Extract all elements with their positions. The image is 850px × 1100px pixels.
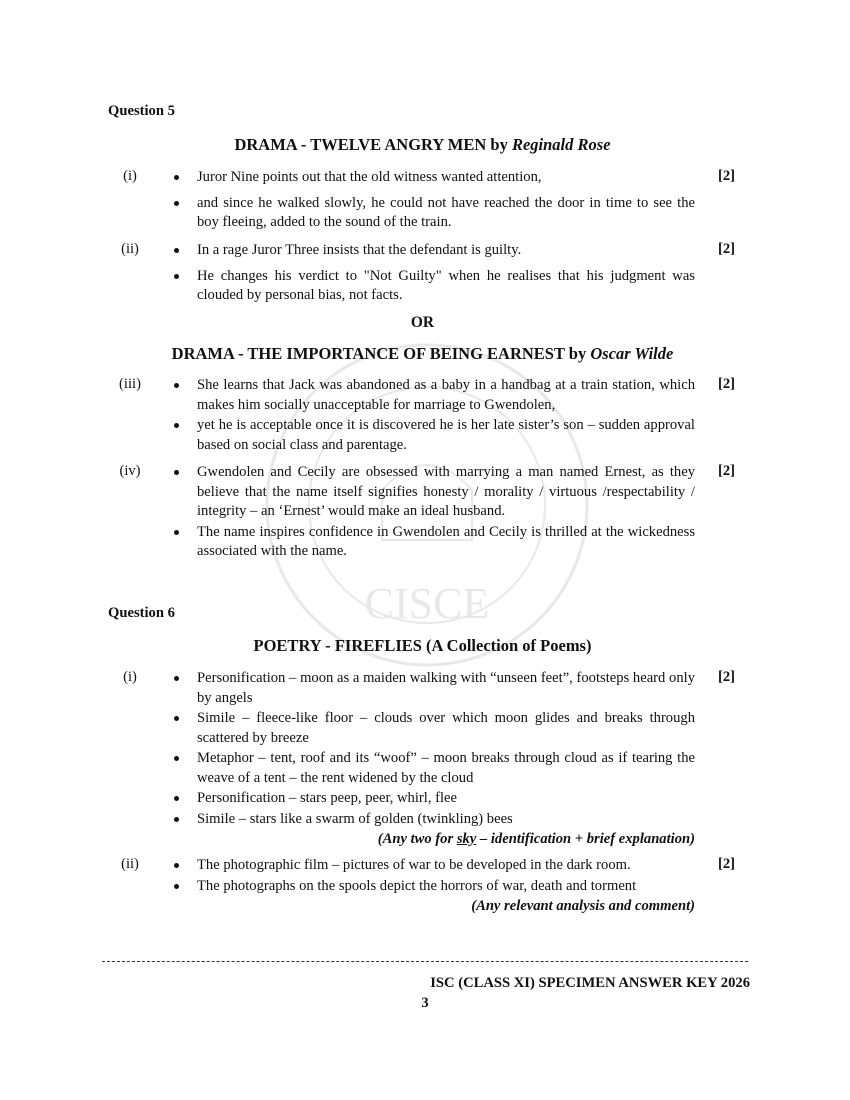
bullet: Gwendolen and Cecily are obsessed with marrying a man named Ernest, as they believe that the name itself signifies honesty / morality / virtuous /respectability / integrity – an ‘Ernest’ would make an ideal husband. bbox=[197, 463, 695, 522]
item-label: (ii) bbox=[121, 856, 139, 872]
marks: [2] bbox=[718, 241, 736, 257]
item-label: (i) bbox=[123, 168, 137, 184]
marks: [2] bbox=[718, 376, 736, 392]
marks: [2] bbox=[718, 168, 736, 184]
marks: [2] bbox=[718, 669, 736, 685]
bullet: The photographs on the spools depict the horrors of war, death and torment bbox=[197, 877, 695, 897]
bullet: Simile – fleece-like floor – clouds over which moon glides and breaks through scattered by breeze bbox=[197, 709, 695, 748]
item-label: (iv) bbox=[119, 463, 141, 479]
bullet: She learns that Jack was abandoned as a baby in a handbag at a train station, which makes him socially unacceptable for marriage to Gwendolen, bbox=[197, 376, 695, 415]
footer-title: ISC (CLASS XI) SPECIMEN ANSWER KEY 2026 bbox=[430, 975, 750, 991]
marking-note bbox=[197, 830, 695, 850]
note-text: (Any two for bbox=[377, 831, 457, 847]
bullet: Juror Nine points out that the old witness wanted attention, bbox=[197, 168, 695, 188]
heading-text: DRAMA - TWELVE ANGRY MEN by bbox=[234, 135, 512, 154]
svg-text:CISCE: CISCE bbox=[364, 579, 490, 628]
marks: [2] bbox=[718, 463, 736, 479]
bullet: The name inspires confidence in Gwendolen and Cecily is thrilled at the wickedness associated with the name. bbox=[197, 523, 695, 562]
item-label: (iii) bbox=[119, 376, 141, 392]
footer-divider bbox=[102, 961, 748, 962]
bullet: Simile – stars like a swarm of golden (twinkling) bees bbox=[197, 810, 695, 830]
bullet-list bbox=[197, 168, 695, 239]
heading-author: Reginald Rose bbox=[511, 135, 611, 154]
bullet: The photographic film – pictures of war to be developed in the dark room. bbox=[197, 856, 695, 876]
drama-heading-1 bbox=[100, 135, 745, 155]
heading-text: DRAMA - THE IMPORTANCE OF BEING EARNEST by bbox=[171, 344, 591, 363]
page-number: 3 bbox=[421, 995, 429, 1011]
or-separator: OR bbox=[410, 314, 435, 331]
bullet-list bbox=[197, 463, 695, 563]
marking-note: (Any relevant analysis and comment) bbox=[471, 898, 695, 914]
bullet: In a rage Juror Three insists that the defendant is guilty. bbox=[197, 241, 695, 261]
bullet-list bbox=[197, 856, 695, 917]
bullet: Metaphor – tent, roof and its “woof” – moon breaks through cloud as if tearing the weave of a tent – the rent widened by the cloud bbox=[197, 749, 695, 788]
item-label: (ii) bbox=[121, 241, 139, 257]
bullet-list bbox=[197, 669, 695, 850]
bullet-list bbox=[197, 376, 695, 456]
question-6-title: Question 6 bbox=[108, 605, 175, 621]
heading-author: Oscar Wilde bbox=[590, 344, 674, 363]
bullet: and since he walked slowly, he could not have reached the door in time to see the boy fleeing, added to the sound of the train. bbox=[197, 194, 695, 233]
note-text: – identification + brief explanation) bbox=[476, 831, 695, 847]
item-label: (i) bbox=[123, 669, 137, 685]
note-underlined: sky bbox=[456, 831, 477, 847]
bullet: Personification – moon as a maiden walking with “unseen feet”, footsteps heard only by angels bbox=[197, 669, 695, 708]
poetry-heading: POETRY - FIREFLIES (A Collection of Poems) bbox=[253, 636, 592, 655]
bullet: yet he is acceptable once it is discovered he is her late sister’s son – sudden approval based on social class and parentage. bbox=[197, 416, 695, 455]
question-5-title: Question 5 bbox=[108, 103, 175, 119]
bullet: Personification – stars peep, peer, whirl, flee bbox=[197, 789, 695, 809]
bullet: He changes his verdict to "Not Guilty" when he realises that his judgment was clouded by personal bias, not facts. bbox=[197, 267, 695, 306]
drama-heading-2 bbox=[100, 344, 745, 364]
bullet-list bbox=[197, 241, 695, 312]
marks: [2] bbox=[718, 856, 736, 872]
